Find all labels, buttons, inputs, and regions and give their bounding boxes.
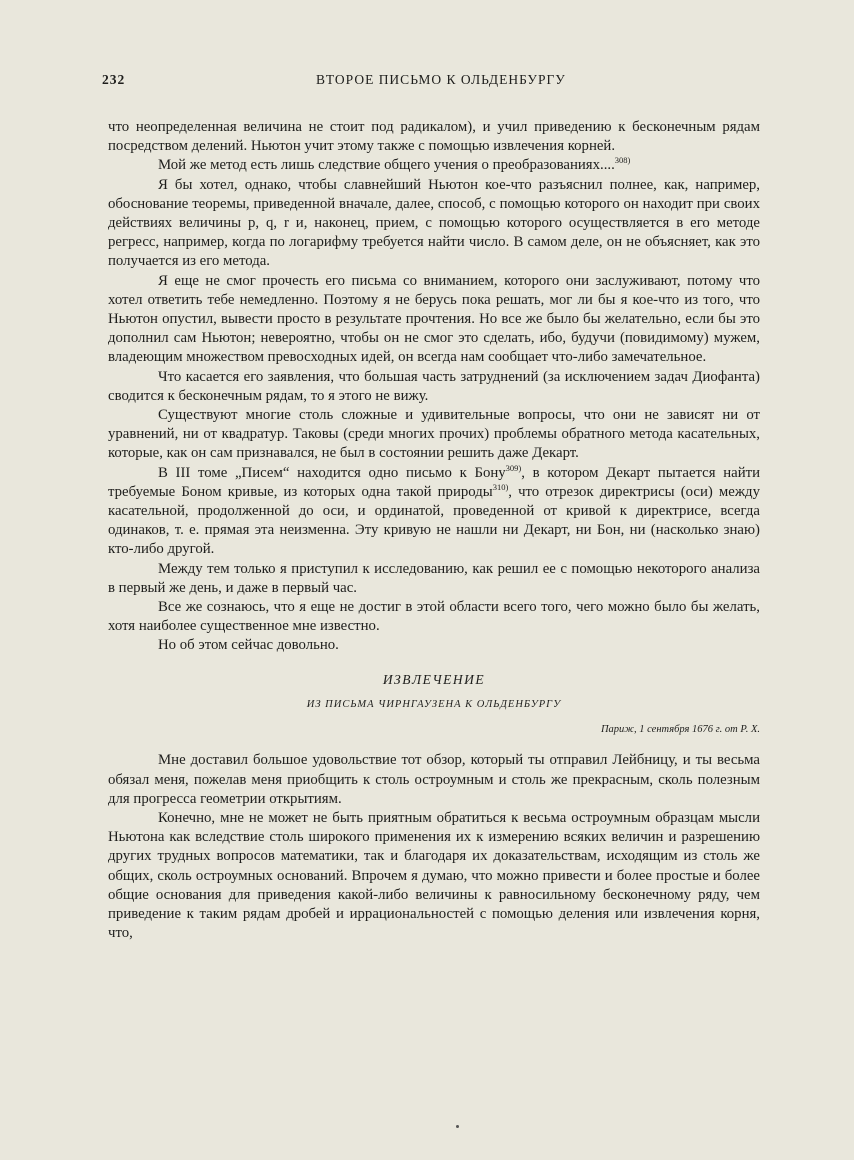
paragraph: Существуют многие столь сложные и удивительные вопросы, что они не зависят ни от уравнений, ни от квадратур. Таковы (среди многих прочих) проблемы обратного метода касательных, которые, как он сам признавался, не был в состоянии решить даже Декарт.	[108, 407, 760, 462]
running-title: ВТОРОЕ ПИСЬМО К ОЛЬДЕНБУРГУ	[316, 72, 566, 87]
footnote-ref: 309)	[505, 462, 522, 473]
page-body	[108, 118, 760, 943]
footnote-ref: 308)	[614, 155, 631, 166]
page-number: 232	[102, 72, 126, 87]
paragraph: Я еще не смог прочесть его письма со вниманием, которого они заслуживают, потому что хотел ответить тебе немедленно. Поэтому я не берусь пока решать, мог ли бы я кое-что из того, что Ньютон опустил, вывести просто в результате прочтения. Но все же было бы желательно, если бы это дополнил сам Ньютон; невероятно, чтобы он не смог это сделать, ибо, будучи (повидимому) мужем, владеющим множеством превосходных идей, он всегда нам сообщает что-либо замечательное.	[108, 272, 760, 366]
section-subtitle: ИЗ ПИСЬМА ЧИРНГАУЗЕНА К ОЛЬДЕНБУРГУ	[306, 698, 562, 710]
ink-speck	[456, 1125, 459, 1128]
paragraph: Я бы хотел, однако, чтобы славнейший Ньютон кое-что разъяснил полнее, как, например, обоснование теоремы, приведенной вначале, далее, способ, с помощью которого он находит при своих действиях величины p, q, r и, наконец, прием, с помощью которого осуществляется в его методе регресс, например, когда по логарифму требуется найти число. В самом деле, он не объясняет, как это получается из его метода.	[108, 176, 760, 270]
paragraph: Между тем только я приступил к исследованию, как решил ее с помощью некоторого анализа в первый же день, и даже в первый час.	[108, 560, 760, 596]
section-title: ИЗВЛЕЧЕНИЕ	[382, 671, 486, 687]
paragraph: Конечно, мне не может не быть приятным обратиться к весьма остроумным образцам мысли Ньютона как вследствие столь широкого применения их к измерению всяких величин и разрешению других трудных вопросов математики, так и благодаря их доказательствам, исходящим из столь же общих, сколь остроумных оснований. Впрочем я думаю, что можно привести и более простые и более общие основания для приведения какой-либо величины к равносильному бесконечному ряду, чем приведение к таким рядам дробей и иррациональностей с помощью деления или извлечения корня, что,	[108, 809, 760, 942]
footnote-ref: 310)	[492, 481, 509, 492]
page-header	[102, 72, 752, 94]
paragraph: Мне доставил большое удовольствие тот обзор, который ты отправил Лейбницу, и ты весьма обязал меня, пожелав меня приобщить к столь остроумным и столь же прекрасным, сколь полезным для прогресса геометрии открытиям.	[108, 752, 760, 807]
dateline: Париж, 1 сентября 1676 г. от Р. Х.	[600, 724, 760, 736]
paragraph: что неопределенная величина не стоит под радикалом), и учил приведению к бесконечным рядам посредством делений. Ньютон учит этому также с помощью извлечения корней.	[108, 119, 760, 155]
paragraph: В III томе „Писем“ находится одно письмо к Бону$^{309)}$, в котором Декарт пытается найти требуемые Боном кривые, из которых одна такой природы$^{310)}$, что отрезок директрисы (оси) между касательной, продолженной до оси, и ординатой, проведенной от кривой к директрисе, всегда одинаков, т. е. прямая эта неизменна. Эту кривую не нашли ни Декарт, ни Бон, ни (насколько знаю) кто-либо другой.	[108, 462, 760, 558]
paragraph: Все же сознаюсь, что я еще не достиг в этой области всего того, чего можно было бы желать, хотя наиболее существенное мне известно.	[108, 599, 760, 635]
paragraph: Что касается его заявления, что большая часть затруднений (за исключением задач Диофанта) сводится к бесконечным рядам, то я этого не вижу.	[108, 368, 760, 404]
paragraph: Мой же метод есть лишь следствие общего учения о преобразованиях....$^{308)}$	[158, 155, 631, 174]
paragraph: Но об этом сейчас довольно.	[158, 637, 339, 654]
